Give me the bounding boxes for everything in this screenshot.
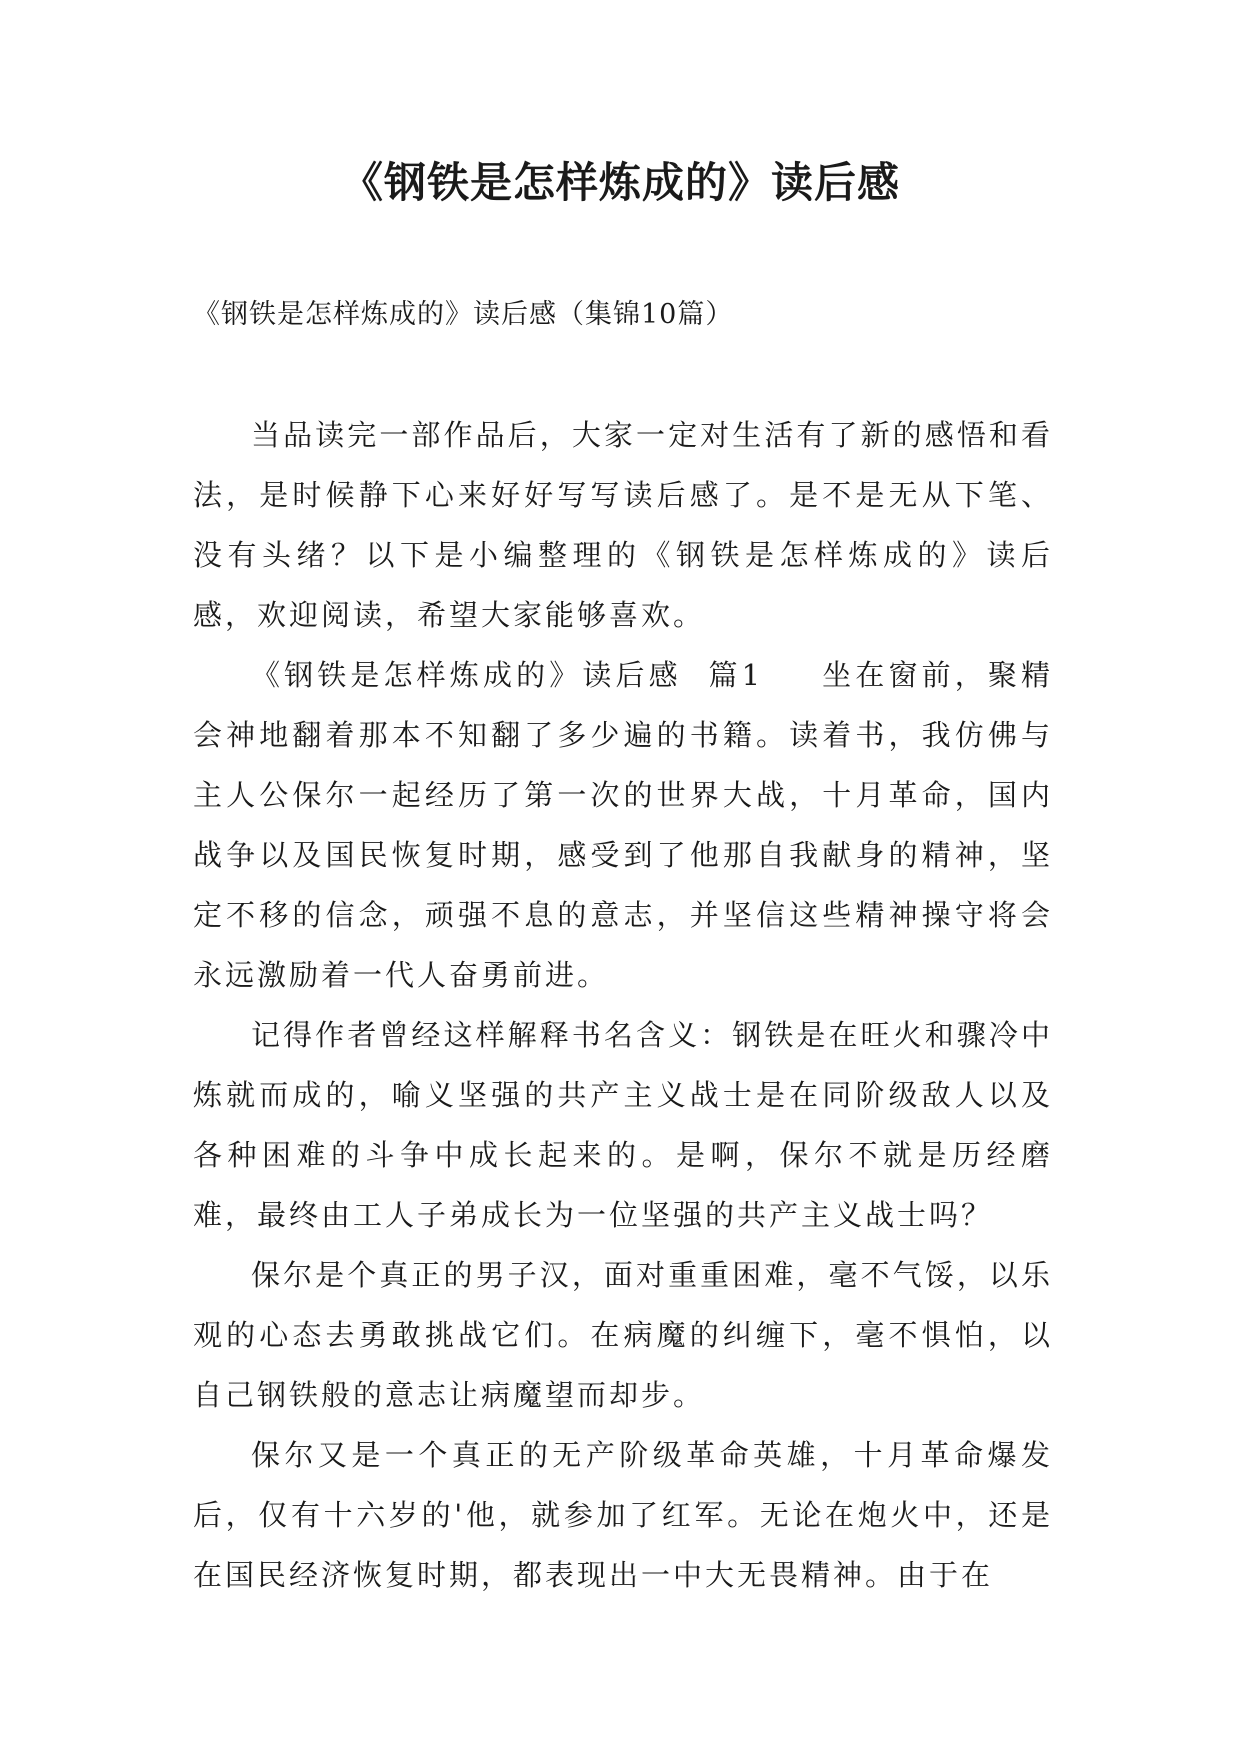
section-1-paragraph-1-text: 坐在窗前，聚精会神地翻着那本不知翻了多少遍的书籍。读着书，我仿佛与主人公保尔一起经历了第一次的世界大战，十月革命，国内战争以及国民恢复时期，感受到了他那自我献身的精神，坚定不移的信念，顽强不息的意志，并坚信这些精神操守将会永远激励着一代人奋勇前进。: [193, 658, 1053, 992]
section-1-paragraph-1: [193, 645, 1053, 1005]
document-title: 《钢铁是怎样炼成的》读后感: [340, 158, 900, 207]
document-body: [193, 405, 1053, 1605]
section-1-paragraph-4: 保尔又是一个真正的无产阶级革命英雄，十月革命爆发后，仅有十六岁的'他，就参加了红军。无论在炮火中，还是在国民经济恢复时期，都表现出一中大无畏精神。由于在: [193, 1438, 1053, 1592]
section-1-paragraph-3: 保尔是个真正的男子汉，面对重重困难，毫不气馁，以乐观的心态去勇敢挑战它们。在病魔的纠缠下，毫不惧怕，以自己钢铁般的意志让病魔望而却步。: [193, 1258, 1053, 1412]
document-subtitle: 《钢铁是怎样炼成的》读后感（集锦10篇）: [193, 299, 734, 330]
section-1-heading: 《钢铁是怎样炼成的》读后感 篇1: [251, 658, 764, 692]
intro-paragraph: 当品读完一部作品后，大家一定对生活有了新的感悟和看法，是时候静下心来好好写写读后感了。是不是无从下笔、没有头绪？以下是小编整理的《钢铁是怎样炼成的》读后感，欢迎阅读，希望大家能够喜欢。: [193, 418, 1053, 632]
section-1-paragraph-2: 记得作者曾经这样解释书名含义：钢铁是在旺火和骤冷中炼就而成的，喻义坚强的共产主义战士是在同阶级敌人以及各种困难的斗争中成长起来的。是啊，保尔不就是历经磨难，最终由工人子弟成长为一位坚强的共产主义战士吗？: [193, 1018, 1053, 1232]
